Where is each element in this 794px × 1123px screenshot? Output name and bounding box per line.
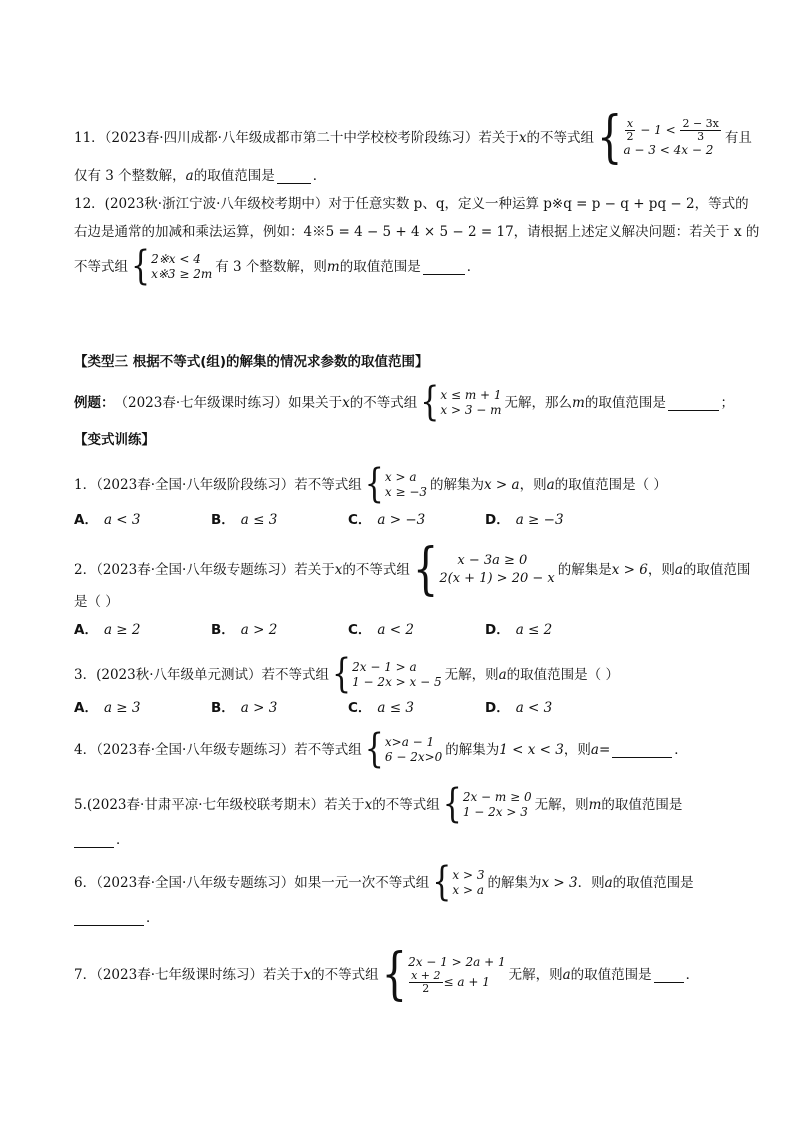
question-11-line1: 11．（2023春·四川成都·八年级成都市第二十中学校校考阶段练习）若关于 x 的不等式组 { $\frac{x}{2}$ − 1 < $\frac{2 - 3x}{3}$ a − 3 < 4x − 2 有且	[74, 105, 752, 171]
option-a[interactable]: A． a ≥ 3	[74, 700, 141, 716]
option-b[interactable]: B． a > 2	[211, 622, 278, 638]
problem-1-options	[74, 510, 734, 530]
problem-7: 7．（2023春·七年级课时练习）若关于 x 的不等式组 { 2x − 1 > 2a + 1 $\frac{x + 2}{2}$ ≤ a + 1 无解，则 a 的取值范围是 ．	[74, 942, 700, 1008]
inequality-system: { $\frac{x}{2}$ − 1 < $\frac{2 - 3x}{3}$ a − 3 < 4x − 2	[597, 105, 719, 171]
section-title: 【类型三 根据不等式(组)的解集的情况求参数的取值范围】	[74, 354, 429, 370]
answer-blank[interactable]	[612, 743, 672, 758]
option-b[interactable]: B． a > 3	[211, 700, 278, 716]
question-11-line2: 仅有 3 个整数解， a 的取值范围是 ．	[74, 168, 327, 184]
example-line: 例题： （2023春·七年级课时练习）如果关于 x 的不等式组 { x ≤ m + 1 x > 3 − m 无解，那么 m 的取值范围是 ；	[74, 378, 734, 426]
inequality-system: { x>a − 1 6 − 2x>0	[364, 725, 443, 773]
problem-6: 6．（2023春·全国·八年级专题练习）如果一元一次不等式组 { x > 3 x > a 的解集为 x > 3 ．则 a 的取值范围是	[74, 858, 694, 906]
problem-2-options	[74, 620, 734, 640]
problem-5: 5.(2023春·甘肃平凉·七年级校联考期末）若关于 x 的不等式组 { 2x − m ≥ 0 1 − 2x > 3 无解，则 m 的取值范围是	[74, 780, 683, 828]
problem-6-line2: ．	[74, 908, 734, 928]
inequality-system: { 2x − 1 > a 1 − 2x > x − 5	[332, 650, 442, 698]
answer-blank[interactable]	[277, 169, 311, 184]
question-12-line1: 12．(2023秋·浙江宁波·八年级校考期中）对于任意实数 p、q，定义一种运算 p※q = p − q + pq − 2，等式的	[74, 196, 749, 212]
problem-3: 3．(2023秋·八年级单元测试）若不等式组 { 2x − 1 > a 1 − 2x > x − 5 无解，则 a 的取值范围是（ ）	[74, 650, 619, 698]
inequality-system: { x > a x ≥ −3	[364, 460, 428, 508]
answer-blank[interactable]	[423, 260, 465, 275]
answer-blank[interactable]	[74, 833, 114, 848]
problem-1: 1．（2023春·全国·八年级阶段练习）若不等式组 { x > a x ≥ −3 的解集为 x > a ，则 a 的取值范围是（ ）	[74, 460, 667, 508]
inequality-system: { x − 3a ≥ 0 2(x + 1) > 20 − x	[412, 537, 555, 603]
question-12-line2: 右边是通常的加减和乘法运算，例如：4※5 = 4 − 5 + 4 × 5 − 2 = 17，请根据上述定义解决问题：若关于 x 的	[74, 224, 760, 240]
inequality-system: { x > 3 x > a	[432, 858, 485, 906]
problem-2: 2．（2023春·全国·八年级专题练习）若关于 x 的不等式组 { x − 3a ≥ 0 2(x + 1) > 20 − x 的解集是 x > 6 ，则 a 的取值范围	[74, 537, 751, 603]
option-b[interactable]: B． a ≤ 3	[211, 512, 278, 528]
problem-2-line2: 是（ ）	[74, 594, 119, 610]
answer-blank[interactable]	[74, 911, 144, 926]
problem-3-options	[74, 698, 734, 718]
inequality-system: { 2x − m ≥ 0 1 − 2x > 3	[442, 780, 532, 828]
option-a[interactable]: A． a < 3	[74, 512, 141, 528]
inequality-system: { x ≤ m + 1 x > 3 − m	[420, 378, 502, 426]
option-a[interactable]: A． a ≥ 2	[74, 622, 141, 638]
option-c[interactable]: C． a > −3	[348, 512, 426, 528]
variant-title: 【变式训练】	[74, 432, 155, 448]
problem-4: 4．（2023春·全国·八年级专题练习）若不等式组 { x>a − 1 6 − 2x>0 的解集为 1 < x < 3 ，则 a = ．	[74, 725, 688, 773]
inequality-system: { 2x − 1 > 2a + 1 $\frac{x + 2}{2}$ ≤ a + 1	[381, 942, 506, 1008]
option-d[interactable]: D． a < 3	[485, 700, 553, 716]
question-12-line3: 不等式组 { 2※x < 4 x※3 ≥ 2m 有 3 个整数解，则 m 的取值范围是 ．	[74, 242, 481, 290]
problem-5-line2: ．	[74, 830, 734, 850]
option-c[interactable]: C． a ≤ 3	[348, 700, 414, 716]
option-d[interactable]: D． a ≥ −3	[485, 512, 564, 528]
inequality-system: { 2※x < 4 x※3 ≥ 2m	[131, 242, 213, 290]
answer-blank[interactable]	[654, 968, 684, 983]
option-c[interactable]: C． a < 2	[348, 622, 414, 638]
answer-blank[interactable]	[668, 396, 719, 411]
option-d[interactable]: D． a ≤ 2	[485, 622, 553, 638]
